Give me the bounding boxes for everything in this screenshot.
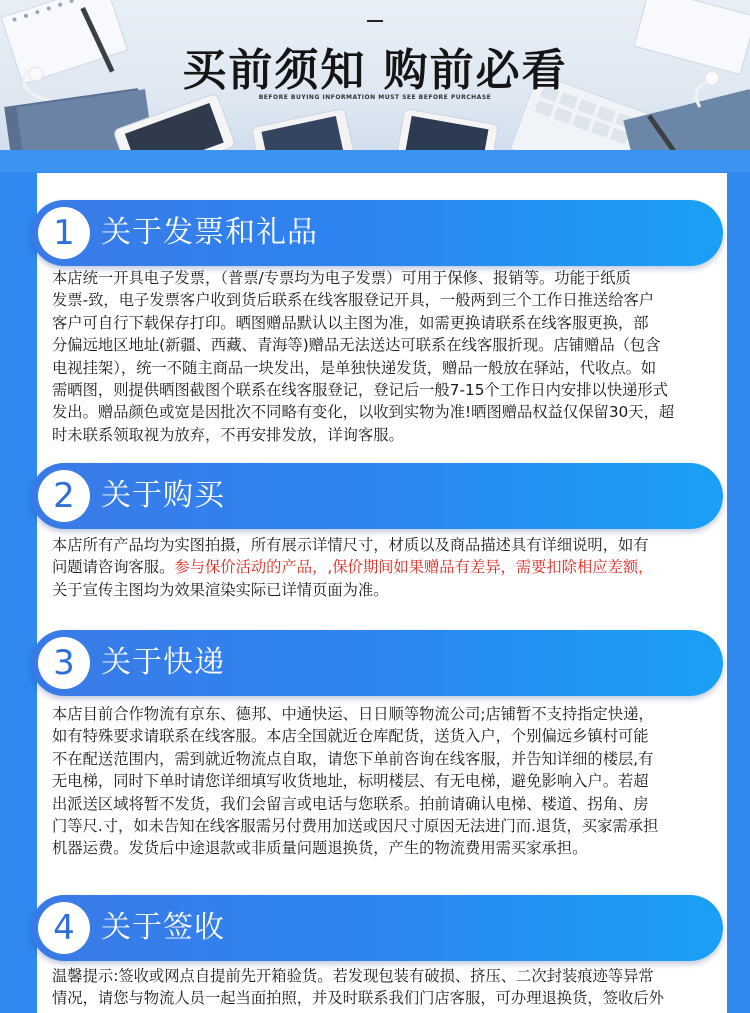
number-badge: 4 xyxy=(38,902,90,954)
price-protection-notice: 参与保价活动的产品，,保价期间如果赠品有差异，需要扣除相应差额， xyxy=(174,558,654,577)
section-banner-invoice xyxy=(31,200,723,266)
section-heading: 关于签收 xyxy=(101,910,225,945)
section-heading: 关于发票和礼品 xyxy=(101,215,318,250)
blue-strip xyxy=(0,150,750,172)
section-text-delivery: 本店目前合作物流有京东、德邦、中通快运、日日顺等物流公司;店铺暂不支持指定快递， 如有特殊要求请联系在线客服。本店全国就近仓库配货，送货入户，个别偏远乡镇村可能 不在配送范围内，需到就近物流点自取，请您下单前咨询在线客服，并告知详细的楼层,有 无电梯，同时下单时请您详细填写收货地址，标明楼层、有无电梯，避免影响入户。若超 出派送区域将暂不发货，我们会留言或电话与您联系。拍前请确认电梯、楼道、拐角、房 门等尺.寸，如未告知在线客服需另付费用加送或因尺寸原因无法进门而.退货，买家需承担 机器运费。发货后中途退款或非质量问题退换货，产生的物流费用需买家承担。 xyxy=(52,705,659,858)
number-badge: 3 xyxy=(38,637,90,689)
section-banner-delivery xyxy=(31,630,723,696)
section-heading: 关于购买 xyxy=(101,478,225,513)
page-title: 买前须知 购前必看 xyxy=(182,45,568,96)
title-dash xyxy=(367,20,383,22)
number-badge: 2 xyxy=(38,470,90,522)
section-text-invoice: 本店统一开具电子发票，（普票/专票均为电子发票）可用于保修、报销等。功能于纸质 发票-致，电子发票客户收到货后联系在线客服登记开具，一般两到三个工作日推送给客户 客户可自行下载保存打印。晒图赠品默认以主图为准，如需更换请联系在线客服更换，部 分偏远地区地址(新疆、西藏、青海等)赠品无法送达可联系在线客服折现。店铺赠品（包含 电视挂架），统一不随主商品一块发出，是单独快递发货，赠品一般放在驿站，代收点。如 需晒图，则提供晒图截图个联系在线客服登记，登记后一般7-15个工作日内安排以快递形式 发出。赠品颜色或宽是因批次不同略有变化，以收到实物为准!晒图赠品权益仅保留30天，超 时未联系领取视为放弃，不再安排发放，详询客服。 xyxy=(52,269,675,444)
section-heading: 关于快递 xyxy=(101,645,225,680)
section-banner-purchase xyxy=(31,463,723,529)
header-banner xyxy=(0,0,750,162)
section-text-purchase: 本店所有产品均为实图拍摄，所有展示详情尺寸，材质以及商品描述具有详细说明，如有 问题请咨询客服。参与保价活动的产品，,保价期间如果赠品有差异，需要扣除相应差额， 关于宣传主图均为效果渲染实际已详情页面为准。 xyxy=(52,536,654,599)
section-text-receipt: 温馨提示:签收或网点自提前先开箱验货。若发现包装有破损、挤压、二次封装痕迹等异常 情况，请您与物流人员一起当面拍照，并及时联系我们门店客服，可办理退换货，签收后外 xyxy=(52,967,664,1008)
number-badge: 1 xyxy=(38,207,90,259)
page-subtitle: BEFORE BUYING INFORMATION MUST SEE BEFORE PURCHASE xyxy=(258,94,492,101)
section-banner-receipt xyxy=(31,895,723,961)
